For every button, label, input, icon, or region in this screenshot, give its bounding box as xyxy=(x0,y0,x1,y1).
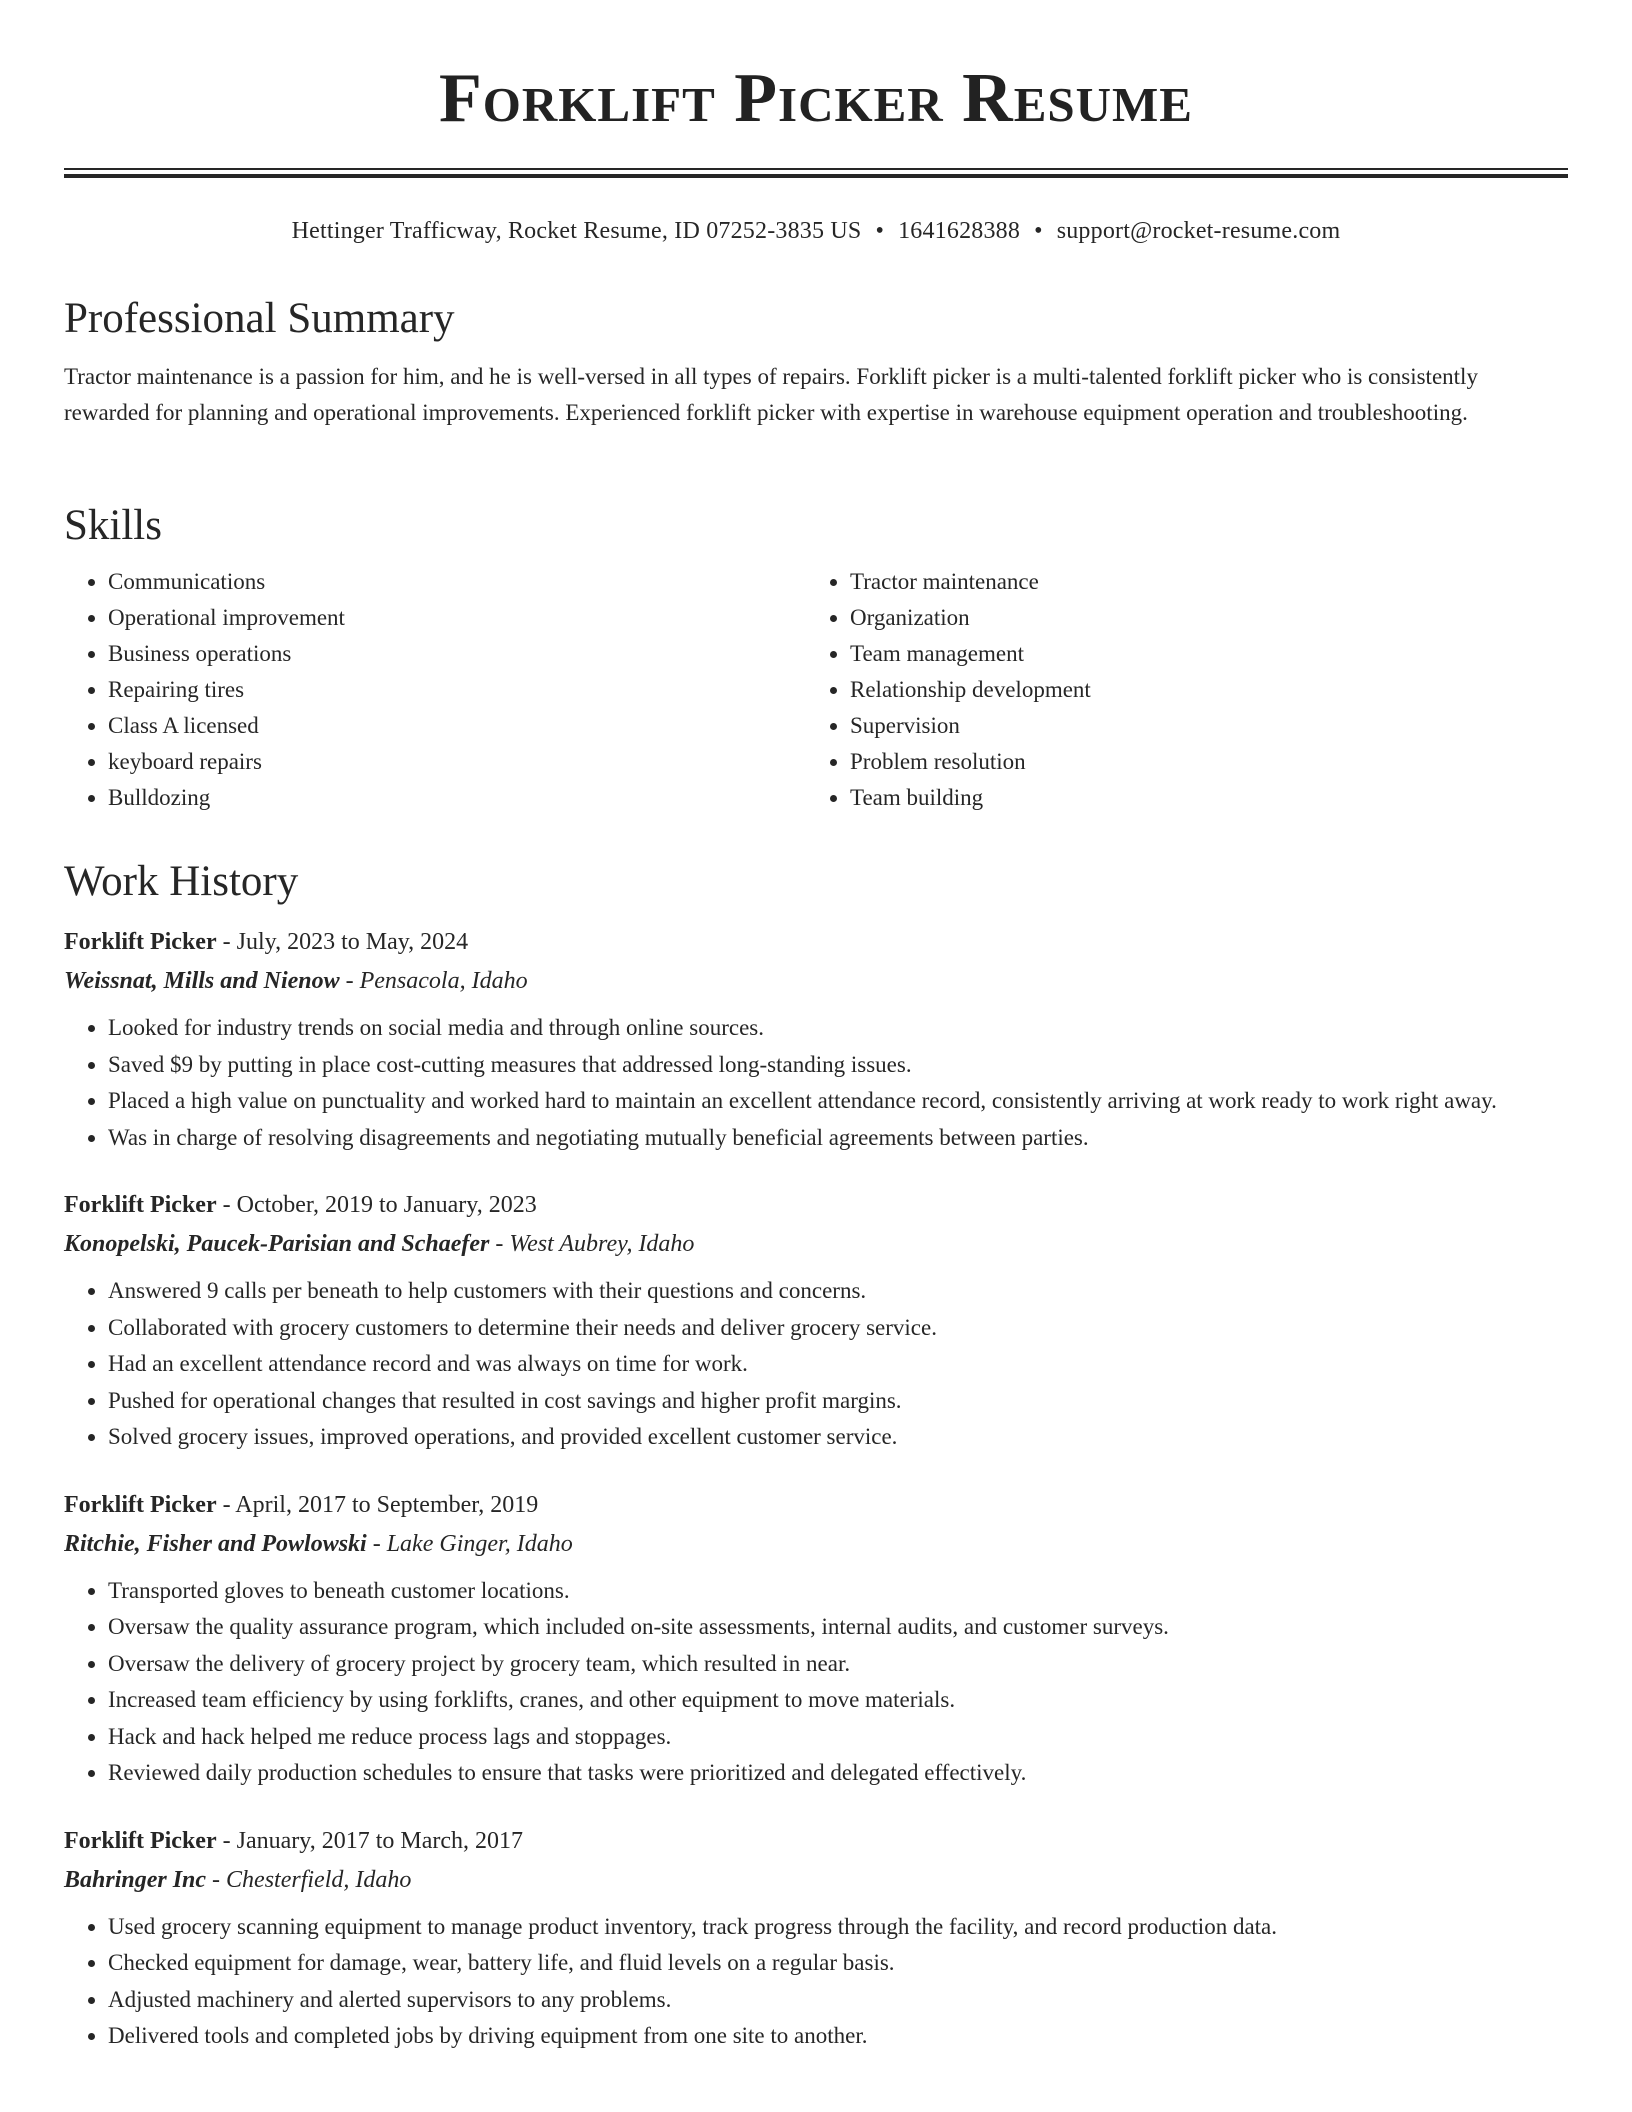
title-rule-thick xyxy=(64,174,1568,178)
job-duty-item: • Solved grocery issues, improved operations, and provided excellent customer service. xyxy=(108,1419,1568,1456)
skill-item: • Relationship development xyxy=(850,672,1548,708)
skill-item: • Organization xyxy=(850,600,1548,636)
skill-item: • Repairing tires xyxy=(108,672,806,708)
job-duty-item: • Saved $9 by putting in place cost-cutting measures that addressed long-standing issues. xyxy=(108,1047,1568,1084)
job-duty-item: • Adjusted machinery and alerted supervisors to any problems. xyxy=(108,1982,1568,2019)
skill-item: • keyboard repairs xyxy=(108,744,806,780)
job-company: Konopelski, Paucek-Parisian and Schaefer xyxy=(64,1231,490,1257)
job-company-line xyxy=(64,1525,1568,1563)
job-dates: - October, 2019 to January, 2023 xyxy=(216,1192,537,1218)
skill-item: • Operational improvement xyxy=(108,600,806,636)
job-title: Forklift Picker xyxy=(64,1491,217,1518)
job-location: - Chesterfield, Idaho xyxy=(206,1866,412,1893)
job-entry xyxy=(64,1485,1568,1792)
skill-item: • Business operations xyxy=(108,636,806,672)
resume-page xyxy=(64,0,1568,2048)
job-location: - Pensacola, Idaho xyxy=(339,968,528,994)
job-duty-item: • Used grocery scanning equipment to manage product inventory, track progress through the facility, and record production data. xyxy=(108,1909,1568,1946)
skill-item: • Communications xyxy=(108,564,806,600)
job-duty-item: • Checked equipment for damage, wear, battery life, and fluid levels on a regular basis. xyxy=(108,1945,1568,1982)
skill-item: • Team building xyxy=(850,780,1548,816)
job-duty-item: • Collaborated with grocery customers to determine their needs and deliver grocery service. xyxy=(108,1310,1568,1347)
skill-item: • Bulldozing xyxy=(108,780,806,816)
resume-title: Forklift Picker Resume xyxy=(439,60,1193,137)
job-company-line xyxy=(64,962,1568,1000)
contact-phone: 1641628388 xyxy=(898,218,1021,244)
job-duty-item: • Placed a high value on punctuality and worked hard to maintain an excellent attendance record, consistently arriving at work ready to work right away. xyxy=(108,1083,1568,1120)
job-duties-list xyxy=(64,1909,1568,2055)
job-duty-item: • Pushed for operational changes that resulted in cost savings and higher profit margins. xyxy=(108,1383,1568,1420)
job-duty-item: • Oversaw the quality assurance program, which included on-site assessments, internal audits, and customer surveys. xyxy=(108,1609,1568,1646)
job-title: Forklift Picker xyxy=(64,1192,217,1218)
job-title-line xyxy=(64,1485,1568,1525)
title-rule-thin xyxy=(64,168,1568,170)
skills-column-left xyxy=(64,564,806,816)
job-company-line xyxy=(64,1225,1568,1263)
job-duty-item: • Reviewed daily production schedules to ensure that tasks were prioritized and delegated effectively. xyxy=(108,1755,1568,1792)
summary-heading: Professional Summary xyxy=(64,295,455,342)
skill-item: • Supervision xyxy=(850,708,1548,744)
work-history-heading: Work History xyxy=(64,858,299,905)
skill-item: • Tractor maintenance xyxy=(850,564,1548,600)
job-dates: - January, 2017 to March, 2017 xyxy=(216,1827,523,1854)
contact-separator: • xyxy=(1034,218,1043,244)
job-duty-item: • Oversaw the delivery of grocery project by grocery team, which resulted in near. xyxy=(108,1646,1568,1683)
title-double-rule xyxy=(64,168,1568,178)
summary-text: Tractor maintenance is a passion for him, and he is well-versed in all types of repairs. Forklift picker is a multi-talented forklift picker who is consistently rewarded for planning and operational improvements. Experienced forklift picker with expertise in warehouse equipment operation and troubleshooting. xyxy=(64,364,1478,425)
job-duty-item: • Looked for industry trends on social media and through online sources. xyxy=(108,1010,1568,1047)
job-title-line xyxy=(64,922,1568,962)
skills-section xyxy=(64,500,1568,816)
contact-separator: • xyxy=(875,218,885,244)
job-title: Forklift Picker xyxy=(64,929,217,955)
skills-grid xyxy=(64,564,1568,816)
contact-email: support@rocket-resume.com xyxy=(1056,218,1341,244)
job-title-line xyxy=(64,1185,1568,1225)
job-entry xyxy=(64,922,1568,1156)
job-duty-item: • Answered 9 calls per beneath to help customers with their questions and concerns. xyxy=(108,1273,1568,1310)
contact-address: Hettinger Trafficway, Rocket Resume, ID 07252-3835 US xyxy=(291,218,862,244)
contact-line xyxy=(64,215,1568,247)
job-duties-list xyxy=(64,1273,1568,1456)
job-dates: - April, 2017 to September, 2019 xyxy=(216,1491,539,1518)
skill-item: • Class A licensed xyxy=(108,708,806,744)
skills-column-right xyxy=(806,564,1548,816)
job-entry xyxy=(64,1185,1568,1456)
job-entry xyxy=(64,1821,1568,2055)
skills-heading: Skills xyxy=(64,502,162,549)
job-location: - West Aubrey, Idaho xyxy=(489,1231,695,1257)
job-duty-item: • Increased team efficiency by using forklifts, cranes, and other equipment to move materials. xyxy=(108,1682,1568,1719)
job-duty-item: • Was in charge of resolving disagreements and negotiating mutually beneficial agreements between parties. xyxy=(108,1120,1568,1157)
job-duty-item: • Hack and hack helped me reduce process lags and stoppages. xyxy=(108,1719,1568,1756)
job-company: Bahringer Inc xyxy=(64,1866,207,1893)
job-company-line xyxy=(64,1861,1568,1899)
skill-item: • Team management xyxy=(850,636,1548,672)
job-duties-list xyxy=(64,1010,1568,1156)
job-duty-item: • Transported gloves to beneath customer locations. xyxy=(108,1573,1568,1610)
job-dates: - July, 2023 to May, 2024 xyxy=(216,929,469,955)
job-title: Forklift Picker xyxy=(64,1827,217,1854)
job-duty-item: • Had an excellent attendance record and was always on time for work. xyxy=(108,1346,1568,1383)
job-company: Ritchie, Fisher and Powlowski xyxy=(64,1530,367,1557)
job-title-line xyxy=(64,1821,1568,1861)
job-location: - Lake Ginger, Idaho xyxy=(366,1530,573,1557)
summary-section xyxy=(64,293,1568,431)
job-company: Weissnat, Mills and Nienow xyxy=(64,968,340,994)
skill-item: • Problem resolution xyxy=(850,744,1548,780)
work-history-section xyxy=(64,856,1568,2055)
job-duties-list xyxy=(64,1573,1568,1792)
job-duty-item: • Delivered tools and completed jobs by driving equipment from one site to another. xyxy=(108,2018,1568,2055)
